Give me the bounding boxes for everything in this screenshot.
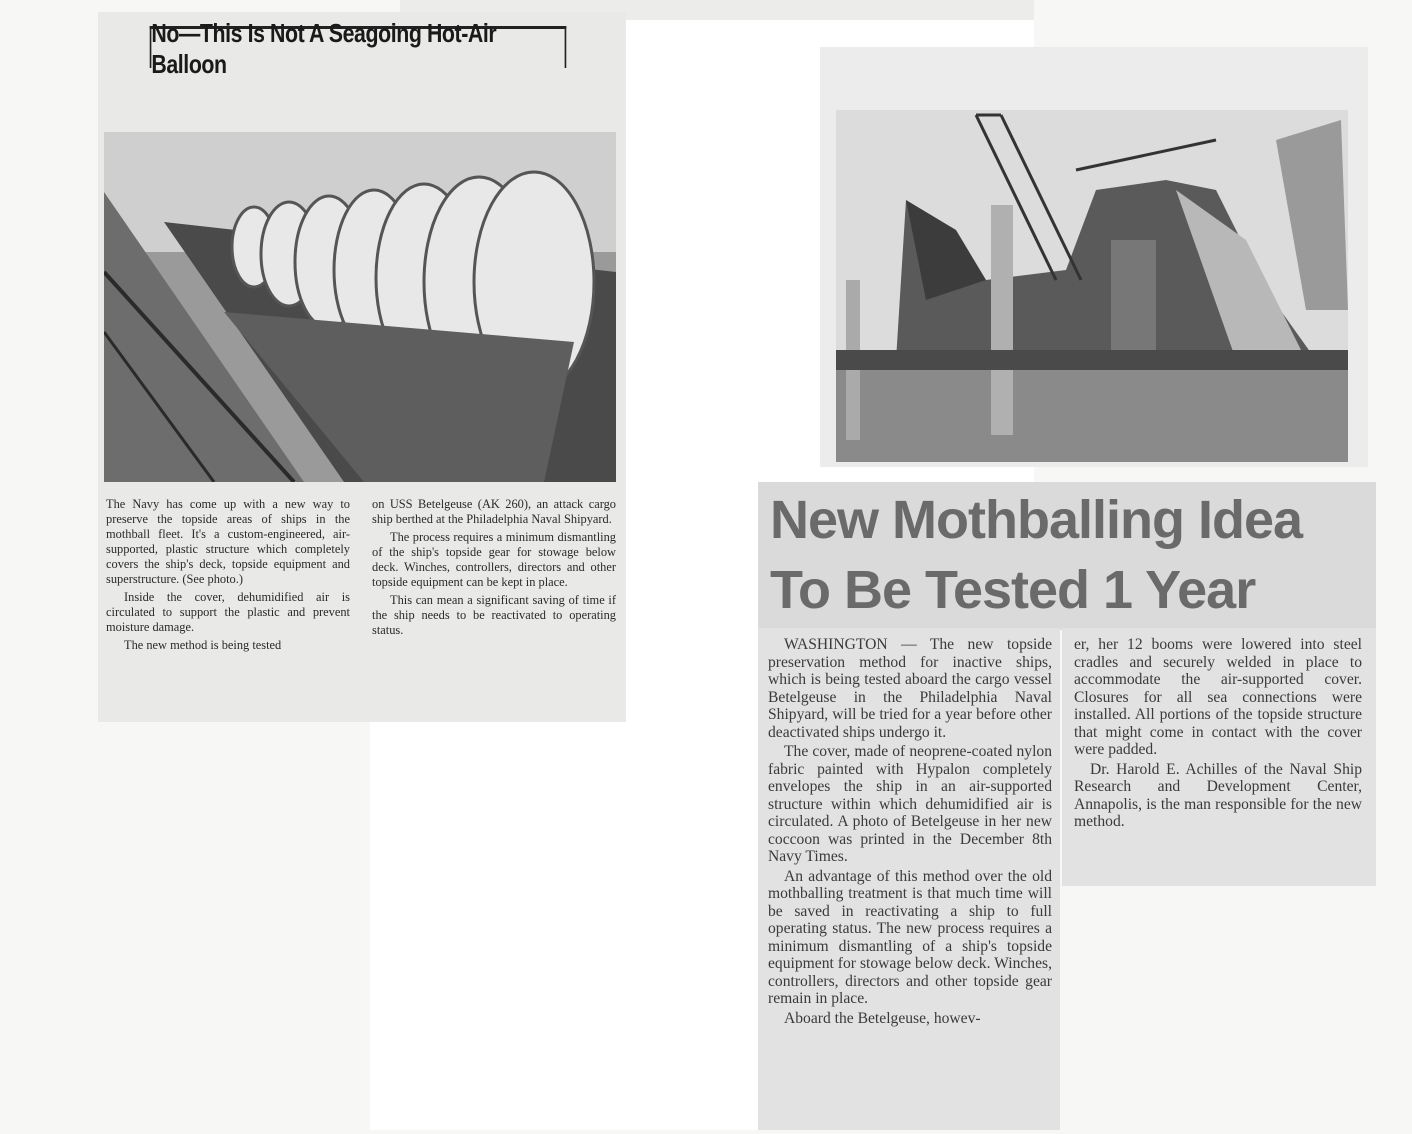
left-column-2 bbox=[372, 497, 616, 641]
left-paragraph: on USS Betelgeuse (AK 260), an attack cargo ship berthed at the Philadelphia Naval Shipyard. bbox=[372, 497, 616, 526]
right-headline bbox=[770, 485, 1370, 625]
balloon-ship-photo bbox=[104, 132, 616, 482]
ship-crane-photo bbox=[836, 110, 1348, 462]
right-headline-line-1: New Mothballing Idea bbox=[770, 490, 1303, 550]
left-paragraph: This can mean a significant saving of time if the ship needs to be reactivated to operating status. bbox=[372, 593, 616, 637]
right-column-1 bbox=[768, 636, 1052, 1029]
right-paragraph: WASHINGTON — The new topside preservation method for inactive ships, which is being tested aboard the cargo vessel Betelgeuse in the Philadelphia Naval Shipyard, will be tried for a year before other deactivated ships undergo it. bbox=[768, 636, 1052, 741]
right-paragraph: An advantage of this method over the old mothballing treatment is that much time will be saved in reactivating a ship to full operating status. The new process requires a minimum dismantling of a ship's topside equipment for stowage below deck. Winches, controllers, directors and other topside gear remain in place. bbox=[768, 867, 1052, 1007]
right-paragraph: Aboard the Betelgeuse, howev- bbox=[784, 1009, 981, 1027]
right-paragraph: er, her 12 booms were lowered into steel cradles and securely welded in place to accommodate the air-supported cover. Closures for all sea connections were installed. All portions of the topside structure that might come in contact with the cover were padded. bbox=[1074, 636, 1362, 758]
left-clipping bbox=[98, 12, 626, 722]
left-paragraph: The Navy has come up with a new way to preserve the topside areas of ships in the mothball fleet. It's a custom-engineered, air-supported, plastic structure which completely covers the ship's deck, topside equipment and superstructure. (See photo.) bbox=[106, 497, 350, 586]
left-paragraph: The new method is being tested bbox=[124, 638, 282, 652]
left-paragraph: The process requires a minimum dismantling of the ship's topside gear for stowage below deck. Winches, controllers, directors and other topside equipment can be kept in place. bbox=[372, 530, 616, 589]
left-paragraph: Inside the cover, dehumidified air is circulated to support the plastic and prevent moisture damage. bbox=[106, 590, 350, 634]
right-headline-line-2: To Be Tested 1 Year bbox=[770, 560, 1256, 620]
right-paragraph: Dr. Harold E. Achilles of the Naval Ship Research and Development Center, Annapolis, is the man responsible for the new method. bbox=[1074, 760, 1362, 830]
left-headline: No—This Is Not A Seagoing Hot-Air Balloon bbox=[150, 26, 567, 68]
right-column-2 bbox=[1074, 636, 1362, 833]
left-column-1 bbox=[106, 497, 350, 656]
right-paragraph: The cover, made of neoprene-coated nylon fabric painted with Hypalon completely envelopes the ship in an air-supported structure within which dehumidified air is circulated. A photo of Betelgeuse in her new coccoon was printed in the December 8th Navy Times. bbox=[768, 743, 1052, 865]
